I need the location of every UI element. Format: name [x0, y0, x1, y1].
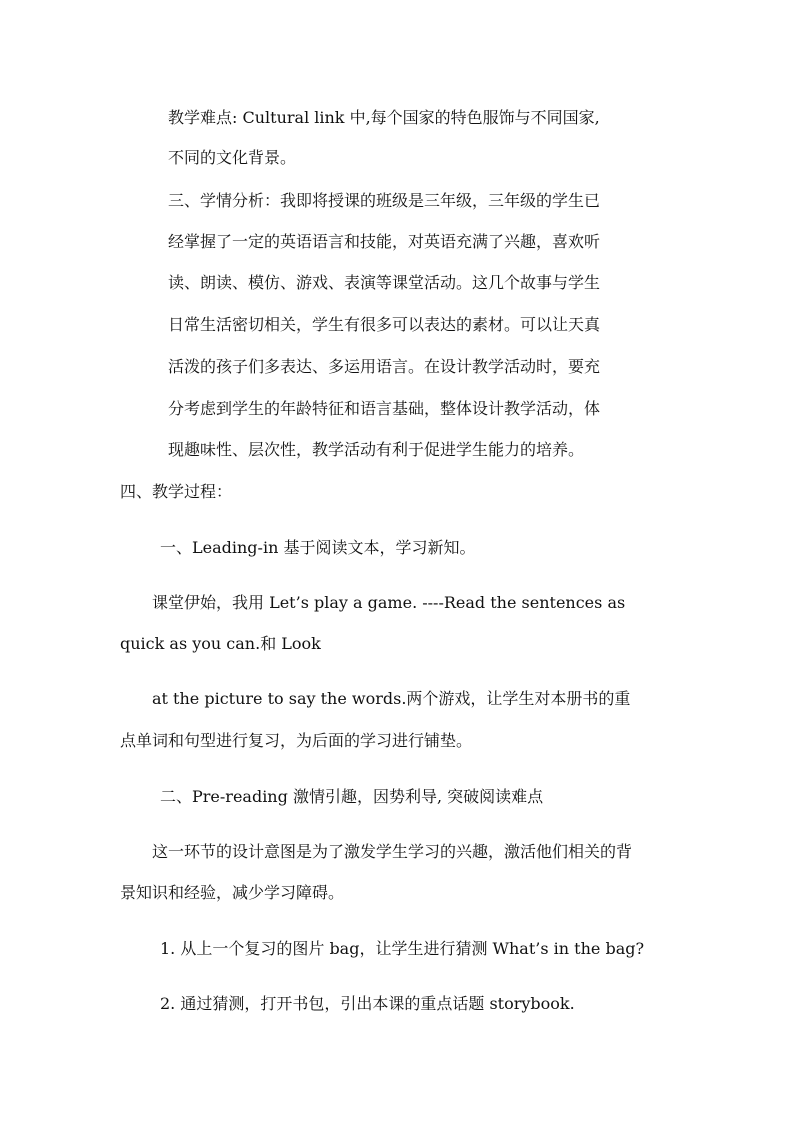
- text-line-analysis-3: 读、朗读、模仿、游戏、表演等课堂活动。这几个故事与学生: [168, 273, 601, 292]
- text-line-analysis-2: 经掌握了一定的英语语言和技能，对英语充满了兴趣，喜欢听: [168, 232, 601, 251]
- text-line-section-four-heading: 四、教学过程：: [120, 482, 233, 501]
- text-line-design-intent-2: 景知识和经验，减少学习障碍。: [120, 883, 345, 902]
- text-line-analysis-7: 现趣味性、层次性，教学活动有利于促进学生能力的培养。: [168, 440, 585, 459]
- text-line-review: 点单词和句型进行复习，为后面的学习进行铺垫。: [120, 731, 473, 750]
- text-line-step-one: 1. 从上一个复习的图片 bag，让学生进行猜测 What’s in the bag?: [160, 939, 645, 958]
- text-line-section-three-heading: 三、学情分析：我即将授课的班级是三年级，三年级的学生已: [168, 191, 601, 210]
- text-line-design-intent: 这一环节的设计意图是为了激发学生学习的兴趣，激活他们相关的背: [152, 842, 633, 861]
- text-line-analysis-6: 分考虑到学生的年龄特征和语言基础，整体设计教学活动，体: [168, 399, 601, 418]
- text-line-picture-words: at the picture to say the words.两个游戏，让学生对本册书的重: [152, 689, 631, 708]
- text-line-analysis-5: 活泼的孩子们多表达、多运用语言。在设计教学活动时，要充: [168, 357, 601, 376]
- text-line-game-intro: 课堂伊始，我用 Let’s play a game. ----Read the sentences as: [152, 593, 626, 612]
- text-line-cultural-background: 不同的文化背景。: [168, 148, 297, 167]
- text-line-step-two: 2. 通过猜测，打开书包，引出本课的重点话题 storybook.: [160, 994, 575, 1013]
- text-line-game-intro-2: quick as you can.和 Look: [120, 634, 321, 653]
- text-line-pre-reading-heading: 二、Pre-reading 激情引趣，因势利导, 突破阅读难点: [160, 787, 544, 806]
- text-line-leading-in-heading: 一、Leading-in 基于阅读文本，学习新知。: [160, 538, 476, 557]
- text-line-teaching-difficulty: 教学难点: Cultural link 中,每个国家的特色服饰与不同国家,: [168, 108, 600, 127]
- text-line-analysis-4: 日常生活密切相关，学生有很多可以表达的素材。可以让天真: [168, 315, 601, 334]
